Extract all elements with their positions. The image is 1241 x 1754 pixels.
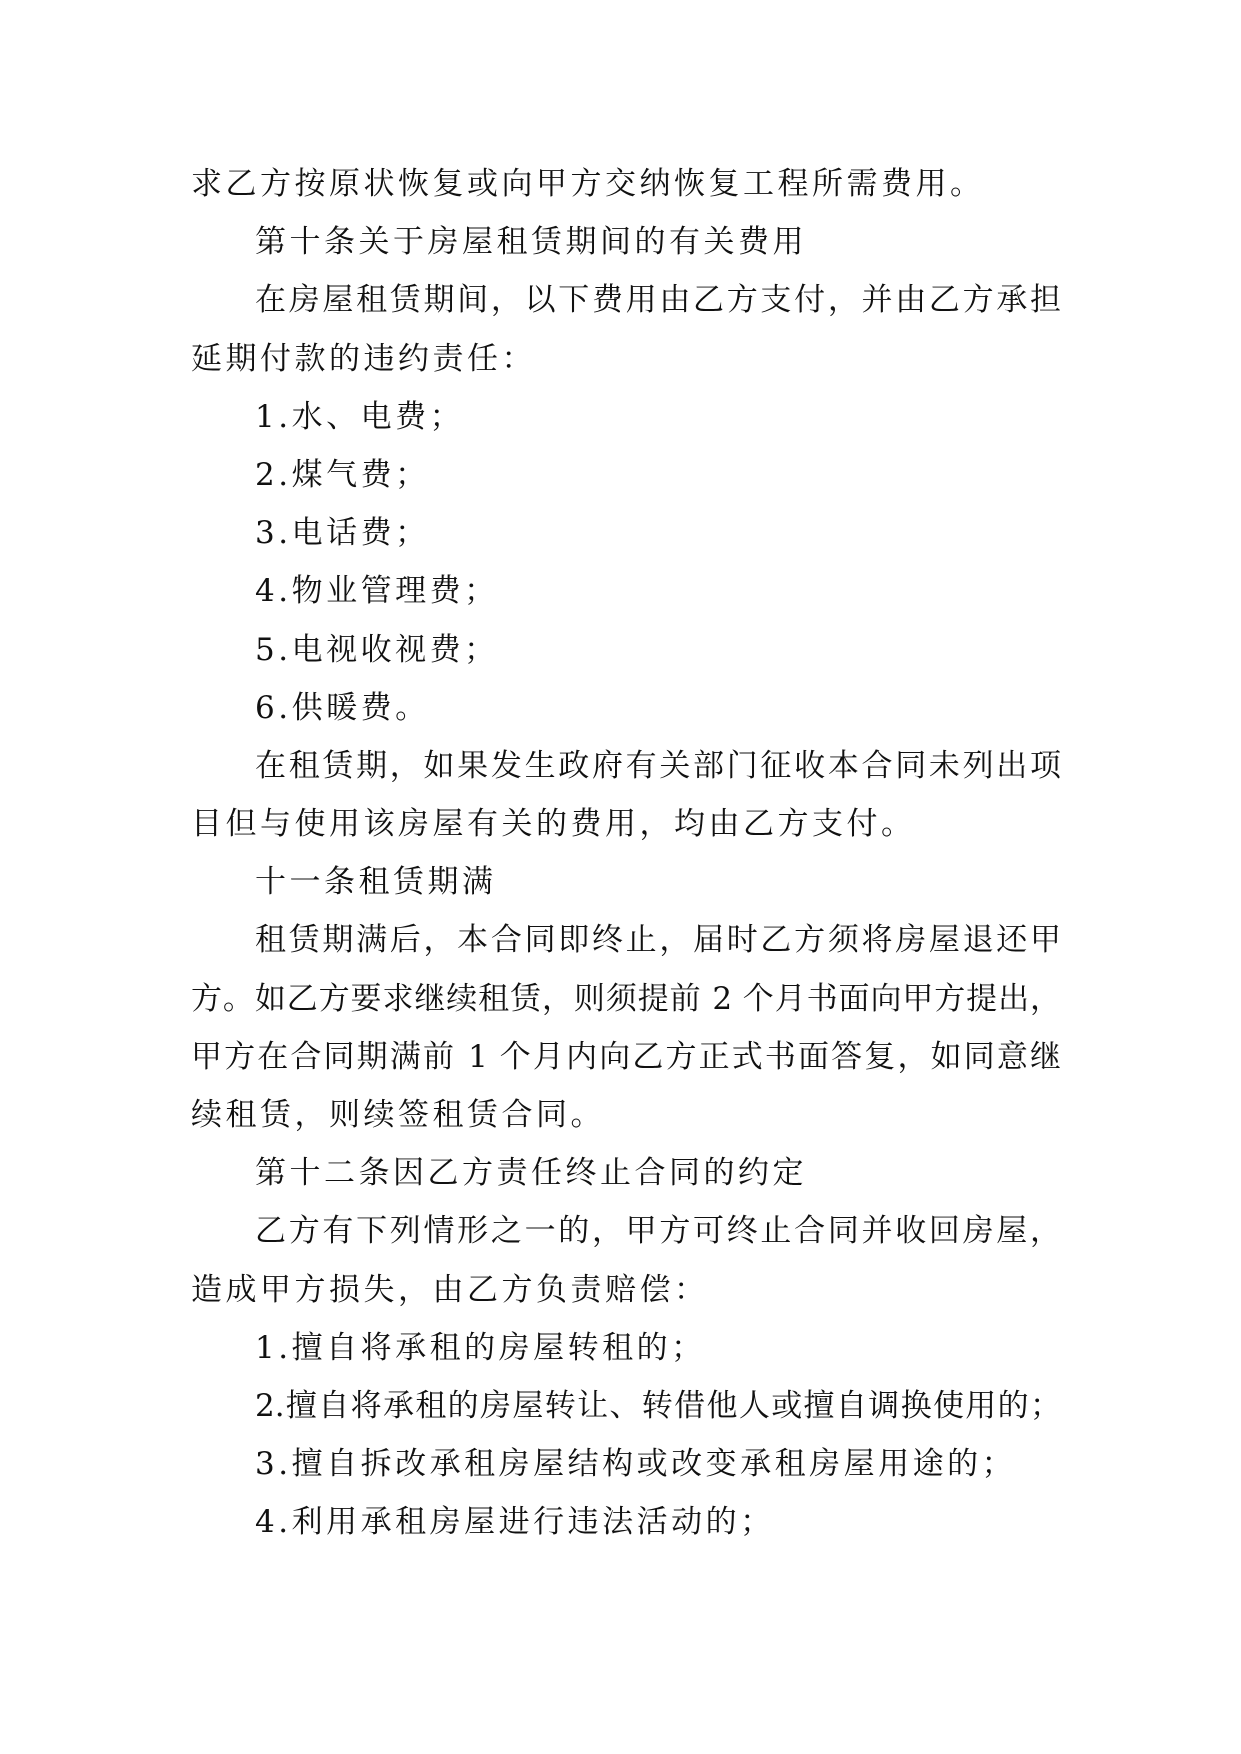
text-line: 5.电视收视费；: [255, 631, 499, 668]
text-line: 乙方有下列情形之一的，甲方可终止合同并收回房屋，: [255, 1213, 1061, 1250]
text-line: 目但与使用该房屋有关的费用，均由乙方支付。: [191, 806, 916, 843]
text-line: 3.电话费；: [255, 515, 430, 552]
text-line: 甲方在合同期满前 1 个月内向乙方正式书面答复，如同意继: [191, 1038, 1061, 1075]
document-page: [191, 155, 1061, 1552]
text-line: 1.水、电费；: [255, 398, 465, 435]
text-line: 续租赁，则续签租赁合同。: [191, 1097, 605, 1133]
text-line: 3.擅自拆改承租房屋结构或改变承租房屋用途的；: [255, 1446, 1017, 1483]
text-line: 在房屋租赁期间，以下费用由乙方支付，并由乙方承担: [255, 282, 1061, 319]
text-line: 方。如乙方要求继续租赁，则须提前 2 个月书面向甲方提出，: [191, 980, 1061, 1017]
text-line: 租赁期满后，本合同即终止，届时乙方须将房屋退还甲: [255, 922, 1061, 959]
text-line: 4.利用承租房屋进行违法活动的；: [255, 1504, 775, 1541]
text-line: 1.擅自将承租的房屋转租的；: [255, 1329, 706, 1366]
text-line: 第十二条因乙方责任终止合同的约定: [255, 1155, 807, 1192]
text-line: 造成甲方损失，由乙方负责赔偿：: [191, 1271, 709, 1308]
text-line: 4.物业管理费；: [255, 573, 499, 610]
text-line: 2.擅自将承租的房屋转让、转借他人或擅自调换使用的；: [255, 1387, 1061, 1424]
text-line: 第十条关于房屋租赁期间的有关费用: [255, 224, 807, 261]
text-line: 延期付款的违约责任：: [191, 340, 536, 377]
text-line: 6.供暖费。: [255, 689, 430, 726]
text-line: 求乙方按原状恢复或向甲方交纳恢复工程所需费用。: [191, 166, 985, 202]
text-line: 2.煤气费；: [255, 456, 430, 493]
text-line: 在租赁期，如果发生政府有关部门征收本合同未列出项: [255, 747, 1061, 784]
text-line: 十一条租赁期满: [255, 864, 497, 901]
